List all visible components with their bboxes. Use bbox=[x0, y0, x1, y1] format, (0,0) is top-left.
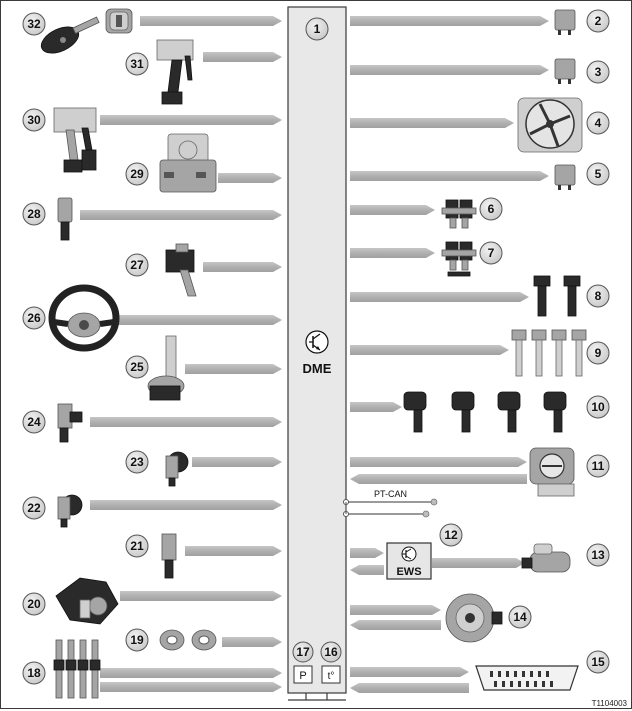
dme-label: DME bbox=[302, 361, 332, 376]
badge-2-label: 2 bbox=[594, 14, 602, 28]
badge-12-label: 12 bbox=[444, 528, 458, 542]
badge-22-label: 22 bbox=[27, 501, 41, 515]
badge-16-label: 16 bbox=[324, 645, 338, 659]
arrow-3 bbox=[350, 65, 549, 75]
badge-32 bbox=[23, 13, 45, 35]
arrow-11a bbox=[350, 457, 527, 467]
badge-13 bbox=[587, 544, 609, 566]
arrow-9 bbox=[350, 345, 509, 355]
arrow-31 bbox=[203, 52, 282, 62]
arrow-27 bbox=[203, 262, 282, 272]
badge-4-label: 4 bbox=[594, 116, 602, 130]
badge-16 bbox=[321, 642, 341, 662]
arrow-2 bbox=[350, 16, 549, 26]
badge-15-label: 15 bbox=[591, 655, 605, 669]
badge-20 bbox=[23, 593, 45, 615]
arrow-7 bbox=[350, 248, 435, 258]
badge-8-label: 8 bbox=[594, 289, 602, 303]
temp-label: t° bbox=[327, 671, 335, 682]
badge-25-label: 25 bbox=[130, 360, 144, 374]
arrow-10 bbox=[350, 402, 402, 412]
badge-8 bbox=[587, 285, 609, 307]
arrow-21 bbox=[185, 546, 282, 556]
badge-28-label: 28 bbox=[27, 207, 41, 221]
arrow-13 bbox=[432, 558, 525, 568]
badge-12 bbox=[440, 524, 462, 546]
badge-1-label: 1 bbox=[313, 22, 321, 36]
badge-14 bbox=[509, 606, 531, 628]
badge-27-label: 27 bbox=[130, 258, 144, 272]
arrow-18b bbox=[100, 682, 282, 692]
badge-7 bbox=[480, 242, 502, 264]
badge-19 bbox=[126, 629, 148, 651]
ignition-switch-icon bbox=[106, 9, 132, 33]
badge-24-label: 24 bbox=[27, 415, 41, 429]
badge-15 bbox=[587, 651, 609, 673]
arrow-25 bbox=[185, 364, 282, 374]
arrow-15b bbox=[350, 683, 469, 693]
arrow-19 bbox=[222, 637, 282, 647]
badge-5-label: 5 bbox=[594, 167, 602, 181]
arrow-6 bbox=[350, 205, 435, 215]
badge-17 bbox=[293, 642, 313, 662]
diagnostic-socket-icon bbox=[476, 666, 578, 690]
badge-31 bbox=[126, 53, 148, 75]
arrow-4 bbox=[350, 118, 514, 128]
arrow-22 bbox=[90, 500, 282, 510]
badge-30 bbox=[23, 109, 45, 131]
arrow-14b bbox=[350, 620, 441, 630]
arrow-23 bbox=[192, 457, 282, 467]
badge-5 bbox=[587, 163, 609, 185]
ews-label: EWS bbox=[396, 566, 422, 578]
arrow-30 bbox=[100, 115, 282, 125]
arrow-24 bbox=[90, 417, 282, 427]
arrow-29 bbox=[218, 173, 282, 183]
badge-6 bbox=[480, 198, 502, 220]
electric-fan-icon bbox=[518, 98, 582, 152]
badge-6-label: 6 bbox=[487, 202, 495, 216]
badge-21-label: 21 bbox=[130, 539, 144, 553]
badge-17-label: 17 bbox=[296, 645, 310, 659]
badge-25 bbox=[126, 356, 148, 378]
badge-13-label: 13 bbox=[591, 548, 605, 562]
figure-id: T1104003 bbox=[591, 699, 627, 708]
transistor-icon bbox=[306, 331, 328, 353]
badge-29 bbox=[126, 163, 148, 185]
arrow-20 bbox=[120, 591, 282, 601]
badge-19-label: 19 bbox=[130, 633, 144, 647]
badge-10 bbox=[587, 396, 609, 418]
arrow-11b bbox=[350, 474, 527, 484]
arrow-32 bbox=[140, 16, 282, 26]
park-label: P bbox=[299, 670, 307, 682]
arrow-18a bbox=[100, 668, 282, 678]
badge-26-label: 26 bbox=[27, 311, 41, 325]
badge-3-label: 3 bbox=[594, 65, 602, 79]
badge-11-label: 11 bbox=[591, 459, 605, 473]
badge-11 bbox=[587, 455, 609, 477]
badge-32-label: 32 bbox=[27, 17, 41, 31]
badge-30-label: 30 bbox=[27, 113, 41, 127]
badge-7-label: 7 bbox=[487, 246, 495, 260]
badge-3 bbox=[587, 61, 609, 83]
badge-23 bbox=[126, 451, 148, 473]
badge-4 bbox=[587, 112, 609, 134]
badge-22 bbox=[23, 497, 45, 519]
badge-28 bbox=[23, 203, 45, 225]
arrow-14a bbox=[350, 605, 441, 615]
pt-can-label: PT-CAN bbox=[374, 489, 408, 499]
badge-2 bbox=[587, 10, 609, 32]
arrow-8 bbox=[350, 292, 529, 302]
badge-10-label: 10 bbox=[591, 400, 605, 414]
badge-18-label: 18 bbox=[27, 666, 41, 680]
arrow-5 bbox=[350, 171, 549, 181]
badge-26 bbox=[23, 307, 45, 329]
badge-18 bbox=[23, 662, 45, 684]
badge-21 bbox=[126, 535, 148, 557]
arrow-26 bbox=[118, 315, 282, 325]
arrow-15a bbox=[350, 667, 469, 677]
badge-14-label: 14 bbox=[513, 610, 527, 624]
badge-20-label: 20 bbox=[27, 597, 41, 611]
badge-23-label: 23 bbox=[130, 455, 144, 469]
badge-9 bbox=[587, 342, 609, 364]
badge-29-label: 29 bbox=[130, 167, 144, 181]
arrow-28 bbox=[80, 210, 282, 220]
badge-27 bbox=[126, 254, 148, 276]
badge-1 bbox=[306, 18, 328, 40]
badge-9-label: 9 bbox=[594, 346, 602, 360]
badge-31-label: 31 bbox=[130, 57, 144, 71]
dsc-hydraulic-unit-icon bbox=[160, 134, 216, 192]
badge-24 bbox=[23, 411, 45, 433]
